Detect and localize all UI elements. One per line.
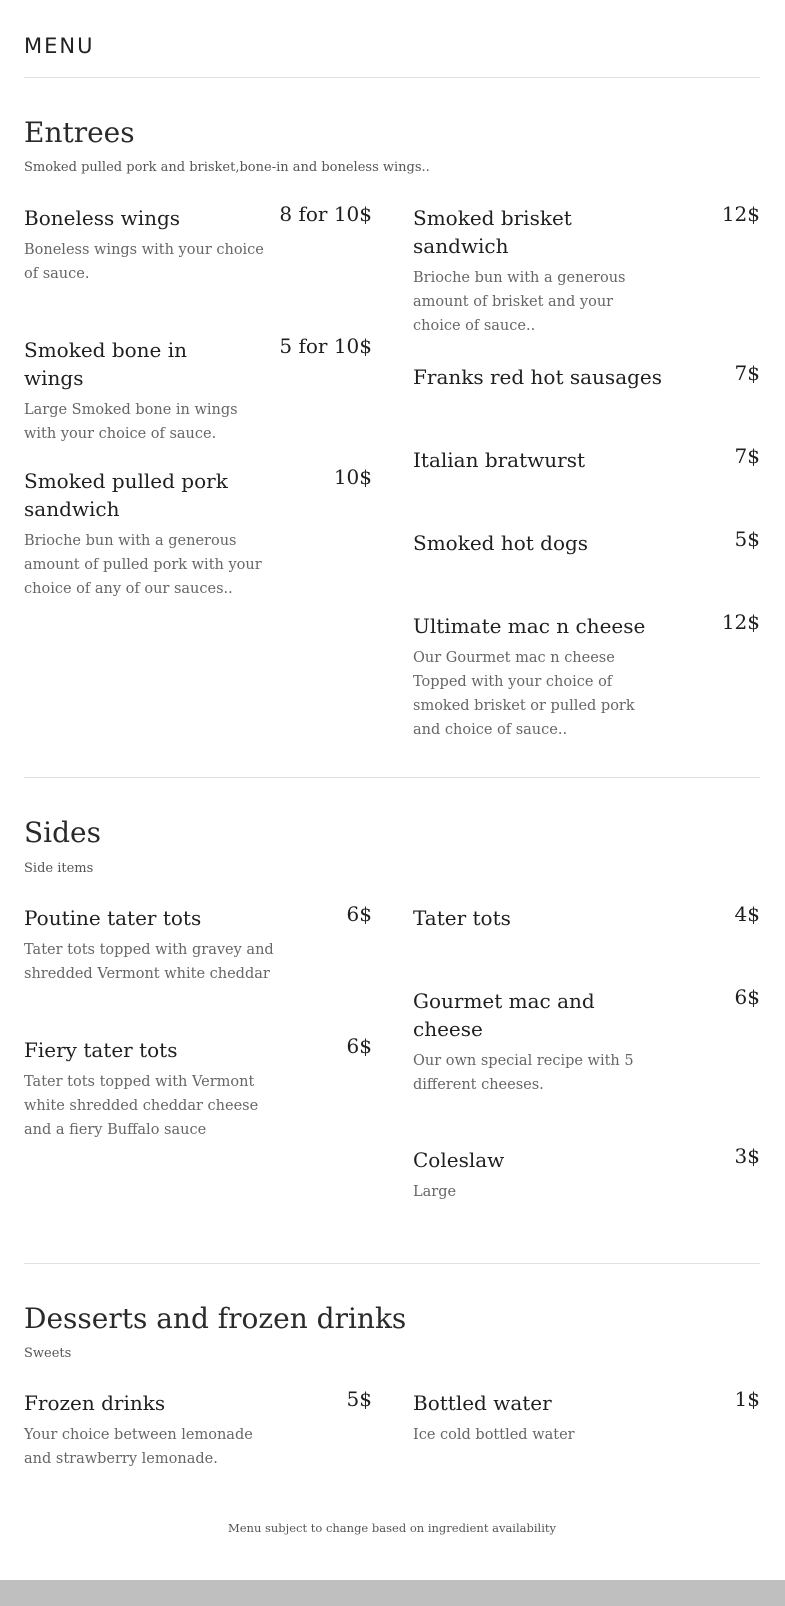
item-price: 6$ [346,902,372,926]
section-subtitle-sides: Side items [24,861,94,876]
item-description: Large Smoked bone in wings with your choice of sauce. [24,402,238,442]
item-name: Smoked pulled pork sandwich [24,469,228,521]
item-name: Fiery tater tots [24,1038,178,1062]
item-price: 7$ [734,444,760,468]
item-name: Italian bratwurst [413,448,586,472]
item-description: Our Gourmet mac n cheese Topped with your choice of smoked brisket or pulled pork and choice of sauce.. [413,650,635,738]
item-description: Our own special recipe with 5 different cheeses. [413,1053,634,1093]
menu-item [413,446,760,474]
item-price: 6$ [734,985,760,1009]
item-name: Ultimate mac n cheese [413,614,646,638]
item-name: Bottled water [413,1391,552,1415]
item-name: Smoked bone in wings [24,338,188,390]
item-name: Boneless wings [24,206,181,230]
item-price: 5$ [734,527,760,551]
section-title-entrees: Entrees [24,116,135,149]
bottom-bar [0,1580,785,1606]
item-description: Brioche bun with a generous amount of brisket and your choice of sauce.. [413,270,626,334]
item-price: 5$ [346,1387,372,1411]
item-price: 8 for 10$ [279,202,372,226]
item-name: Tater tots [413,906,511,930]
item-price: 3$ [734,1144,760,1168]
section-title-desserts: Desserts and frozen drinks [24,1302,407,1335]
item-name: Gourmet mac and cheese [413,989,595,1041]
menu-item [413,1389,760,1447]
item-description: Ice cold bottled water [413,1427,575,1443]
item-price: 12$ [721,202,760,226]
item-description: Tater tots topped with Vermont white shredded cheddar cheese and a fiery Buffalo sauce [24,1074,259,1138]
item-price: 5 for 10$ [279,334,372,358]
section-title-sides: Sides [24,816,101,849]
menu-item [413,363,760,391]
item-price: 10$ [333,465,372,489]
menu-item [413,987,760,1097]
menu-item [413,529,760,557]
menu-item [24,336,372,446]
item-price: 1$ [734,1387,760,1411]
item-description: Your choice between lemonade and strawberry lemonade. [24,1427,253,1467]
menu-item [413,1146,760,1204]
item-description: Brioche bun with a generous amount of pulled pork with your choice of any of our sauces.. [24,533,262,597]
item-price: 4$ [734,902,760,926]
menu-item [413,204,760,338]
item-description: Tater tots topped with gravey and shredded Vermont white cheddar [24,942,274,982]
header-divider [24,77,760,78]
menu-header: MENU [24,34,95,58]
section-divider [24,1263,760,1264]
item-price: 6$ [346,1034,372,1058]
item-description: Large [413,1184,457,1200]
section-divider [24,777,760,778]
menu-item [413,612,760,742]
menu-item [24,204,372,286]
menu-item [413,904,760,932]
section-subtitle-entrees: Smoked pulled pork and brisket,bone-in and boneless wings.. [24,160,430,175]
section-subtitle-desserts: Sweets [24,1346,72,1361]
item-name: Smoked brisket sandwich [413,206,572,258]
item-name: Coleslaw [413,1148,505,1172]
item-price: 12$ [721,610,760,634]
item-description: Boneless wings with your choice of sauce. [24,242,264,282]
footer-note: Menu subject to change based on ingredient availability [227,1521,557,1535]
menu-item [24,467,372,601]
menu-item [24,1036,372,1142]
item-price: 7$ [734,361,760,385]
menu-item [24,904,372,986]
item-name: Franks red hot sausages [413,365,663,389]
item-name: Poutine tater tots [24,906,202,930]
item-name: Smoked hot dogs [413,531,589,555]
menu-item [24,1389,372,1471]
item-name: Frozen drinks [24,1391,166,1415]
